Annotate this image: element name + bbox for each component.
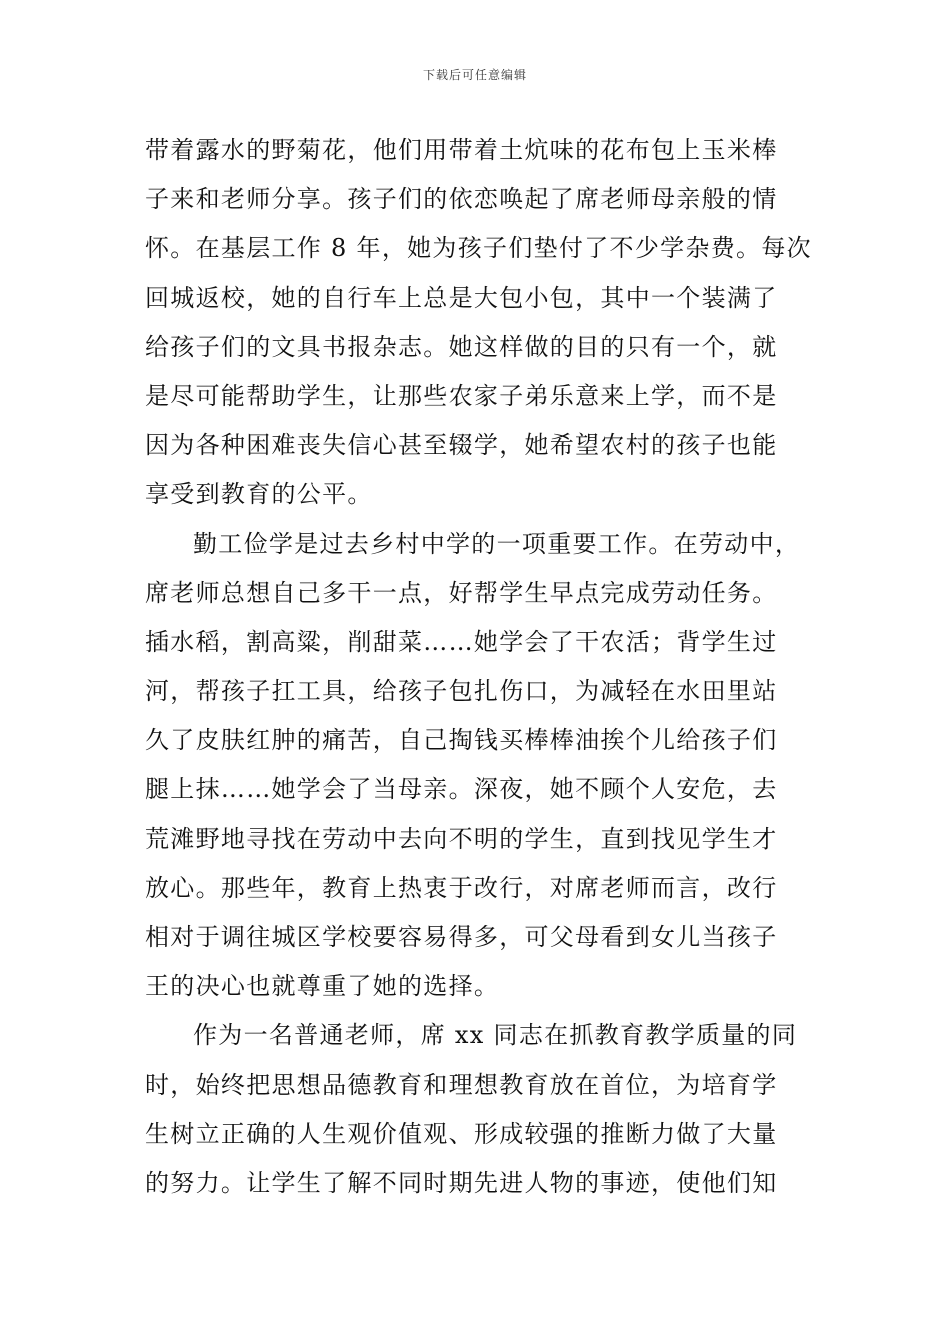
- paragraph-2-line: 插水稻，割高粱，削甜菜……她学会了干农活；背学生过: [145, 627, 778, 656]
- paragraph-1-line: 因为各种困难丧失信心甚至辍学，她希望农村的孩子也能: [145, 431, 778, 460]
- paragraph-1-line: 子来和老师分享。孩子们的依恋唤起了席老师母亲般的情: [145, 185, 778, 214]
- paragraph-2-line: 河，帮孩子扛工具，给孩子包扎伤口，为减轻在水田里站: [145, 677, 778, 706]
- paragraph-3-line: 生树立正确的人生观价值观、形成较强的推断力做了大量: [145, 1119, 778, 1148]
- paragraph-2-line: 王的决心也就尊重了她的选择。: [145, 972, 500, 1001]
- paragraph-2-line: 放心。那些年，教育上热衷于改行，对席老师而言，改行: [145, 873, 778, 902]
- paragraph-1-line: 回城返校，她的自行车上总是大包小包，其中一个装满了: [145, 283, 778, 312]
- paragraph-3-first-line: 作为一名普通老师，席 xx 同志在抓教育教学质量的同: [193, 1021, 798, 1050]
- paragraph-1-line: 享受到教育的公平。: [145, 480, 373, 509]
- paragraph-1-line: 是尽可能帮助学生，让那些农家子弟乐意来上学，而不是: [145, 381, 778, 410]
- page-header: 下载后可任意编辑: [422, 68, 527, 82]
- paragraph-2-line: 席老师总想自己多干一点，好帮学生早点完成劳动任务。: [145, 578, 778, 607]
- paragraph-2-line: 荒滩野地寻找在劳动中去向不明的学生，直到找见学生才: [145, 824, 778, 853]
- document-body: [145, 126, 815, 1208]
- paragraph-1-line: 给孩子们的文具书报杂志。她这样做的目的只有一个，就: [145, 332, 778, 361]
- paragraph-2-first-line: 勤工俭学是过去乡村中学的一项重要工作。在劳动中，: [193, 529, 801, 558]
- paragraph-3-line: 的努力。让学生了解不同时期先进人物的事迹，使他们知: [145, 1168, 778, 1197]
- paragraph-2-line: 腿上抹……她学会了当母亲。深夜，她不顾个人安危，去: [145, 775, 778, 804]
- paragraph-1-line: 带着露水的野菊花，他们用带着土炕味的花布包上玉米棒: [145, 136, 778, 164]
- paragraph-2-line: 相对于调往城区学校要容易得多，可父母看到女儿当孩子: [145, 923, 778, 951]
- paragraph-2-line: 久了皮肤红肿的痛苦，自己掏钱买棒棒油挨个儿给孩子们: [145, 726, 778, 755]
- paragraph-1-line: 怀。在基层工作 8 年，她为孩子们垫付了不少学杂费。每次: [145, 234, 812, 263]
- paragraph-3-line: 时，始终把思想品德教育和理想教育放在首位，为培育学: [145, 1070, 778, 1099]
